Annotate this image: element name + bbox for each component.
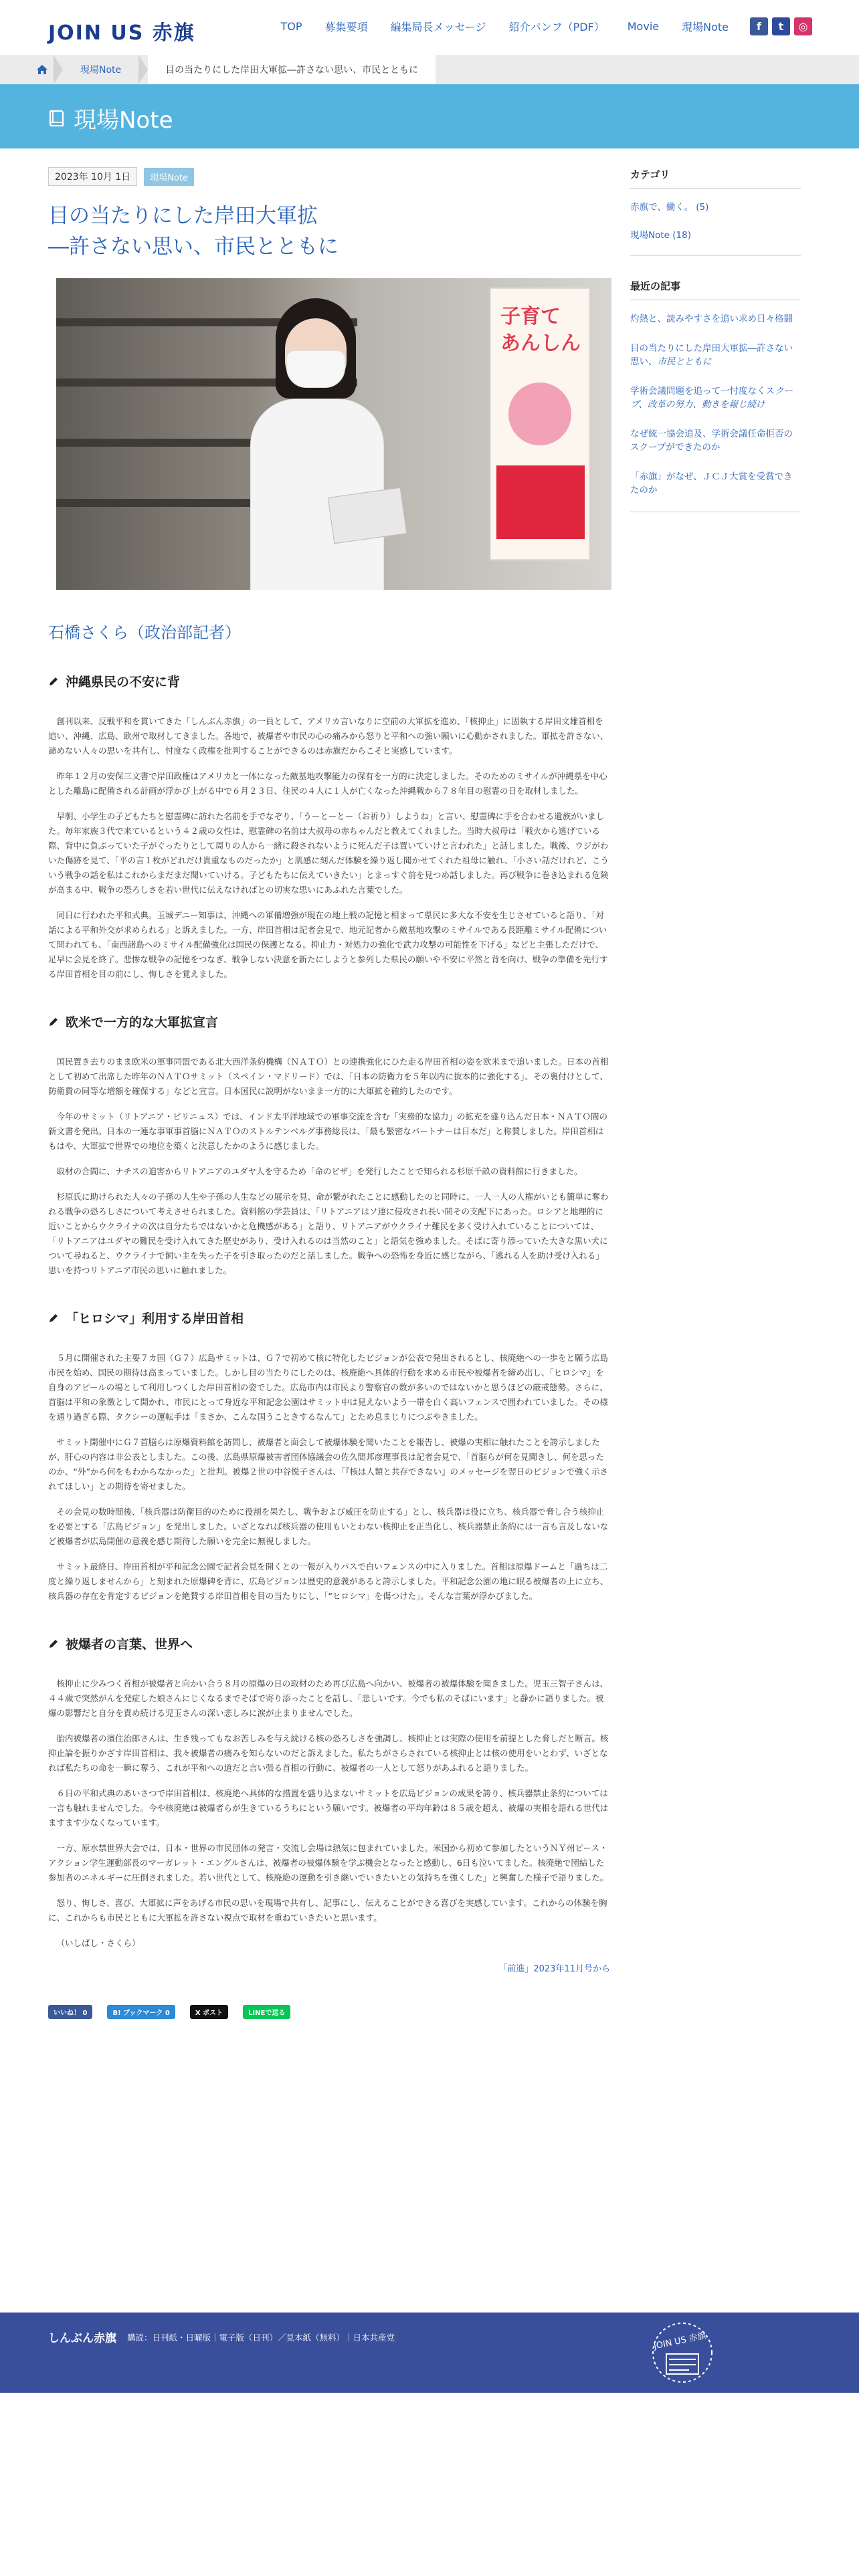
poster-band (496, 465, 585, 539)
breadcrumb-current: 目の当たりにした岸田大軍拡―許さない思い、市民とともに (148, 55, 436, 84)
paragraph: 同日に行われた平和式典。玉城デニー知事は、沖縄への軍備増強が現在の地上戦の記憶と相まって県民に多大な不安を生じさせていると語り、「対話による平和外交が求められる」と訴えました。一方、岸田首相は記者会見で、地元記者から敵基地攻撃のミサイルである長距離ミサイル配備について問われても、「南西諸島へのミサイル配備強化は国民の保護となる。抑止力・対処力の強化で武力攻撃の可能性を下げる」などと主張しただけで、足早に会見を終了。悲惨な戦争の記憶をつなぎ、戦争しない決意を新たにしようと参列した県民の願いや不安に平然と背を向け、戦争の準備を先行する岸田首相を目の前にし、悔しさを覚えました。 (48, 910, 608, 979)
recent-post-text: 目の当たりにした岸田大軍拡―許さない思い、 (630, 343, 793, 367)
category-badge[interactable]: 現場Note (144, 168, 194, 186)
breadcrumb-home[interactable] (0, 55, 54, 84)
pencil-icon (48, 1016, 59, 1027)
paragraph: 核抑止に少みつく首相が被爆者と向かい合う８月の原爆の日の取材のため再び広島へ向かい、被爆者の被爆体験を聞きました。児玉三智子さんは、４４歳で突然がんを発症した娘さんにじくなるまでそばで寄り添ったことを話し、「悲しいです。今でも私のそばにいます」と静かに語りました。被爆の影響だと自分を責め続ける児玉さんの深い悲しみに涙が止まりませんでした。 (48, 1679, 609, 1718)
author-signature: （いしばし・さくら） (56, 1938, 140, 1948)
category-link[interactable] (630, 229, 801, 242)
category-label: 現場Note (630, 230, 670, 241)
site-logo[interactable]: JOIN US 赤旗 (48, 21, 195, 45)
pencil-icon (48, 1313, 59, 1323)
divider (630, 255, 801, 256)
banner-title: 現場Note (74, 107, 173, 134)
paragraph: 創刊以来、反戦平和を貫いてきた「しんぶん赤旗」の一員として、アメリカ言いなりに空前の大軍拡を進め、「核抑止」に固執する岸田文雄首相を追い、沖縄、広島、欧州で取材してきました。各地で、被爆者や市民の心の痛みから怒りと平和への強い願いに心動かされました。軍拡を許さない、諦めない人々の思いを共有し、忖度なく政権を批判することができるのは赤旗だからこそと実感しています。 (48, 716, 609, 756)
breadcrumb-separator (138, 55, 148, 84)
wall-poster (490, 288, 590, 560)
face-mask (286, 350, 345, 388)
recent-posts-widget (630, 279, 801, 512)
line-share-button[interactable]: LINEで送る (243, 2005, 290, 2019)
recent-post-link[interactable] (630, 342, 801, 368)
site-footer (0, 2313, 859, 2393)
nav-top[interactable]: TOP (280, 20, 302, 33)
page-banner (0, 84, 859, 148)
share-buttons (48, 2005, 610, 2019)
instagram-icon[interactable]: ◎ (794, 17, 812, 35)
category-link[interactable] (630, 201, 801, 214)
section-heading-text: 被爆者の言葉、世界へ (66, 1637, 193, 1652)
article-section (48, 1634, 610, 1974)
hatena-bookmark-button[interactable]: B! ブックマーク 0 (107, 2005, 175, 2019)
paragraph: 早朝、小学生の子どもたちと慰霊碑に訪れた名前を手でなぞり、「うーとーとー（お祈り）しようね」と言い、慰霊碑に手を合わせる遺族がいました。毎年家族３代で来ているという４２歳の女性は、慰霊碑の名前は大叔母の赤ちゃんだと教えてくれました。当時大叔母は「戦火から逃げている際、背中に負ぶっていた子がぐったりとして周りの人から一緒に殺されないように死んだ子は置いていけと言われた」と話しました。戦後、ウジがわいた傷跡を見て、「平の言１枚がどれだけ貴重なものだったか」と肌感に刻んだ体験を繰り返し聞かせてくれた祖母に触れ、「小さい話だけれど、こういう戦争の話を私はこれからまだまだ聞いていける。子どもたちに伝えていきたい」とまっすぐ前を見つめ話しました。再び戦争に巻き込まれる危険が高まる中、戦争の恐ろしさを若い世代に伝えなければとの切実な思いにあふれた言葉でした。 (48, 811, 609, 895)
paragraph: 国民置き去りのまま欧米の軍事同盟である北大西洋条約機構（ＮＡＴＯ）との連携強化にひた走る岸田首相の姿を欧米まで追いました。日本の首相として初めて出席した昨年のＮＡＴＯサミット（スペイン・マドリード）では、「日本の防衛力を５年以内に抜本的に強化する」、その裏付けとして、防衛費の同等な増額を確保する」などと宣言。日本国民に説明がないまま一方的に大軍拡を確約したのです。 (48, 1057, 609, 1096)
source-note[interactable]: 「前進」2023年11月号から (498, 1964, 610, 1974)
pencil-icon (48, 1638, 59, 1649)
nav-movie[interactable]: Movie (627, 20, 660, 33)
footer-links[interactable]: 購読：日刊紙・日曜版｜電子版（日刊）／見本紙（無料）｜日本共産党 (127, 2333, 395, 2343)
article (48, 167, 610, 2019)
recent-post-link[interactable] (630, 470, 801, 497)
paragraph: 怒り、悔しさ、喜び、大軍拡に声をあげる市民の思いを現場で共有し、記事にし、伝えることができる喜びを実感しています。これからの体験を胸に、これからも市民とともに大軍拡を許さない視点で取材を重ねていきたいと思います。 (48, 1898, 607, 1923)
section-heading (48, 1634, 610, 1652)
recent-post-link[interactable] (630, 385, 801, 411)
category-count: (5) (696, 202, 709, 213)
home-icon (36, 64, 48, 75)
join-us-stamp-icon (629, 2319, 736, 2386)
section-heading (48, 1309, 610, 1327)
article-photo (56, 278, 611, 590)
twitter-icon[interactable]: t (772, 17, 790, 35)
facebook-icon[interactable]: f (750, 17, 768, 35)
paragraph: サミット最終日、岸田首相が平和記念公園で記者会見を開くとの一報が入りパスで白いフェンスの中に入りました。首相は原爆ドームと「過ちは二度と繰り返しませんから」と刻まれた原爆碑を背に、広島ビジョンは歴史的意義があると誇示しました。平和記念公園の地に眠る被爆者の上に立ち、核兵器の存在を肯定するビジョンを絶賛する岸田首相を目の当たりにし、「“ヒロシマ」を傷つけた」。そんな言葉が浮かびました。 (48, 1562, 609, 1601)
nav-editor-message[interactable]: 編集局長メッセージ (390, 21, 486, 33)
paragraph: ５月に開催された主要７カ国（Ｇ７）広島サミットは、Ｇ７で初めて核に特化したビジョンが公表で発出されるとし、核廃絶への一歩をと願う広島市民を始め、国民の期待は高まっていました。しかし目の当たりにしたのは、核廃絶へ具体的行動を求める市民や被爆者を締め出し、「ヒロシマ」を自身のアピールの場として利用しつくした岸田首相の姿でした。広島市内は市民より警察官の数が多いのではないかと思うほどの厳戒態勢。さらに、首脳は平和の象徴として開かれ、市民にとって身近な平和記念公園はサミット中は見えないよう一帯を白く高いフェンスで囲われていました。その様を通り過ぎる際、タクシーの運転手は「まさか、こんな国うこときするなんて」とため息まじりにつぶやきました。 (48, 1353, 609, 1422)
banner-title-wrap (48, 102, 173, 134)
poster-text (500, 304, 581, 357)
paragraph: 一方、原水禁世界大会では、日本・世界の市民団体の発言・交流し会場は熱気に包まれていました。米国から初めて参加したというＮＹ州ピース・アクション学生運動部長のマーガレット・エングルさんは、被爆者の被爆体験を学ぶ機会となったと感動し、6日も泣いてました。核廃絶で団結した参加者のエネルギーに圧倒されました。若い世代として、核廃絶の運動を引き継いでいきたいとの気持ちを強くした」と興奮した様子で語りました。 (48, 1843, 609, 1883)
article-date: 2023年 10月 1日 (48, 167, 137, 186)
recent-post-link[interactable] (630, 427, 801, 454)
site-header (0, 0, 859, 55)
folder (328, 488, 407, 544)
poster-line2: あんしん (500, 332, 581, 355)
stamp-text: JOIN US 赤旗 (652, 2331, 707, 2352)
section-heading (48, 672, 610, 690)
book-icon (48, 109, 66, 128)
nav-recruit[interactable]: 募集要項 (324, 21, 368, 33)
author-name: 石橋さくら（政治部記者） (48, 623, 241, 642)
article-section (48, 1012, 610, 1278)
nav-pamphlet[interactable]: 紹介パンフ（PDF） (508, 21, 605, 33)
paragraph: 今年のサミット（リトアニア・ビリニュス）では、インド太平洋地域での軍事交流を含む「実務的な協力」の拡充を盛り込んだ日本・ＮＡＴＯ間の新文書を発出。日本の一連な事軍事首脳にＮＡＴＯのストルテンベルグ事務総長は、「最も緊密なパートナーは日本だ」と称賛しました。岸田首相はもはや、大軍拡で世界での地位を築くと決意したかのように感じました。 (48, 1111, 608, 1151)
article-title (48, 201, 610, 262)
article-title-line2: ―許さない思い、市民とともに (48, 235, 339, 259)
article-section (48, 1309, 610, 1604)
footer-logo[interactable]: しんぶん赤旗 (48, 2332, 116, 2345)
recent-post-text: 学術会議問題を追って一忖度なくス (630, 386, 775, 397)
recent-post-emphasis: クープ、改革の努力、動きを報じ続け (630, 386, 793, 410)
article-title-line1: 目の当たりにした岸田大軍拡 (48, 204, 318, 228)
recent-post-link[interactable] (630, 312, 801, 326)
reporter-figure (250, 298, 397, 590)
poster-line1: 子育て (500, 305, 561, 328)
breadcrumb-genba-note[interactable]: 現場Note (80, 65, 122, 76)
categories-heading: カテゴリ (630, 167, 801, 189)
poster-illustration (508, 383, 571, 445)
social-links (746, 17, 812, 35)
section-heading (48, 1012, 610, 1031)
breadcrumb (0, 55, 859, 84)
recent-post-text: 灼熱と、読みやすさを追い求め日々格闘 (630, 314, 793, 324)
section-heading-text: 欧米で一方的な大軍拡宣言 (66, 1015, 219, 1030)
recent-post-emphasis: 市民とともに (657, 356, 712, 367)
nav-genba-note[interactable]: 現場Note (682, 21, 729, 33)
article-meta (48, 167, 610, 186)
paragraph: サミット開催中にＧ７首脳らは原爆資料館を訪問し、被爆者と面会して被爆体験を聞いたことを報告し、被爆の実相に触れたことを誇示しましたが、肝心の内容は非公表としました。この後、広島県原爆被害者団体協議会の佐久間邦彦理事長は記者会見で、「首脳らが何を見聞きし、何を思ったのか、“外”から何をもわからなかった」と批判。被爆２世の中谷悦子さんは、「『核は人類と共存できない』のメッセージを翌日のビジョンで強く示されてほしい」との期待を寄せました。 (48, 1437, 608, 1491)
recent-post-text: 「赤旗」がなぜ、ＪＣＪ大賞を受賞できたのか (630, 471, 793, 496)
paragraph: 取材の合間に、ナチスの迫害からリトアニアのユダヤ人を守るため「命のビザ」を発行したことで知られる杉原千畝の資料館に行きました。 (56, 1166, 583, 1176)
recent-post-text: なぜ統一協会追及、学術会議任命拒否のスクープができたのか (630, 429, 793, 453)
section-heading-text: 沖縄県民の不安に背 (66, 675, 181, 689)
pencil-icon (48, 676, 59, 687)
categories-widget (630, 167, 801, 256)
sidebar (630, 167, 801, 535)
article-section (48, 672, 610, 982)
paragraph: 胎内被爆者の濱住治郎さんは、生き残ってもなお苦しみを与え続ける核の恐ろしさを強調し、核抑止とは実際の使用を前提とした脅しだと断言。核抑止論を振りかざす岸田首相は、我々被爆者の痛みを知らないのだと訴えました。私たちがさらされている核抑止とは核の使用をいとわず、いざとなれば私たちの命を一瞬に奪う、これが平和への道だと言い張る首相の行動に、被爆者の一人として怒りがあふれると語りました。 (48, 1733, 609, 1773)
paragraph: ６日の平和式典のあいさつで岸田首相は、核廃絶へ具体的な措置を盛り込まないサミットを広島ビジョンの成果を誇り、核兵器禁止条約については一言も触れませんでした。今や核廃絶は被爆者らが生きているうちにという願いです。被爆者の平均年齢は８５歳を超え、被爆の実相を語れる世代はますます少なくなっています。 (48, 1788, 609, 1828)
paragraph: 杉原氏に助けられた人々の子孫の人生や子孫の人生などの展示を見、命が繋がれたことに感動したのと同時に、一人一人の人権がいとも簡単に奪われる戦争の恐ろしさについて考えさせられました。資料館の学芸員は、「リトアニアはソ連に侵攻され長い間その支配下にあった。ロシアと地理的に近いことからウクライナの次は自分たちではないかと危機感がある」と語り、リトアニアがウクライナ難民を多く受け入れていることについては、「リトアニアはユダヤの難民を受け入れてきた歴史があり、受け入れるのは当然のこと」と語気を強めました。そばに寄り添っていた大きな黒い犬について尋ねると、ウクライナで飼い主を失った子を引き取ったのだと話しました。戦争への恐怖を身近に感じながら、「逃れる人を助け受け入れる」思いを持つリトアニア市民の思いに触れました。 (48, 1192, 609, 1275)
paragraph: 昨年１２月の安保三文書で岸田政権はアメリカと一体になった敵基地攻撃能力の保有を一方的に決定しました。そのためのミサイルが沖縄県を中心とした離島に配備される計画が浮かび上がる中で６月２３日、住民の４人に１人が亡くなった沖縄戦から７８年目の慰霊の日を取材しました。 (48, 771, 607, 796)
paragraph: その会見の数時間後、「核兵器は防衛目的のために役割を果たし、戦争および威圧を防止する」とし、核兵器は役に立ち、核兵器で脅し合う核抑止を必要とする「広島ビジョン」を発出しました。いざとなれば核兵器の使用もいとわない核抑止を正当化し、核兵器禁止条約には一言も言及しないなど被爆者が広島開催の意義を感じ期待した願いを完全に無視しました。 (48, 1507, 609, 1546)
x-post-button[interactable]: X ポスト (190, 2005, 228, 2019)
main-nav (258, 17, 812, 35)
recent-heading: 最近の記事 (630, 279, 801, 300)
facebook-like-button[interactable]: いいね！ 0 (48, 2005, 92, 2019)
category-label: 赤旗で、働く。 (630, 202, 693, 213)
section-heading-text: 「ヒロシマ」利用する岸田首相 (66, 1311, 244, 1326)
category-count: (18) (672, 230, 691, 241)
breadcrumb-separator (54, 55, 63, 84)
